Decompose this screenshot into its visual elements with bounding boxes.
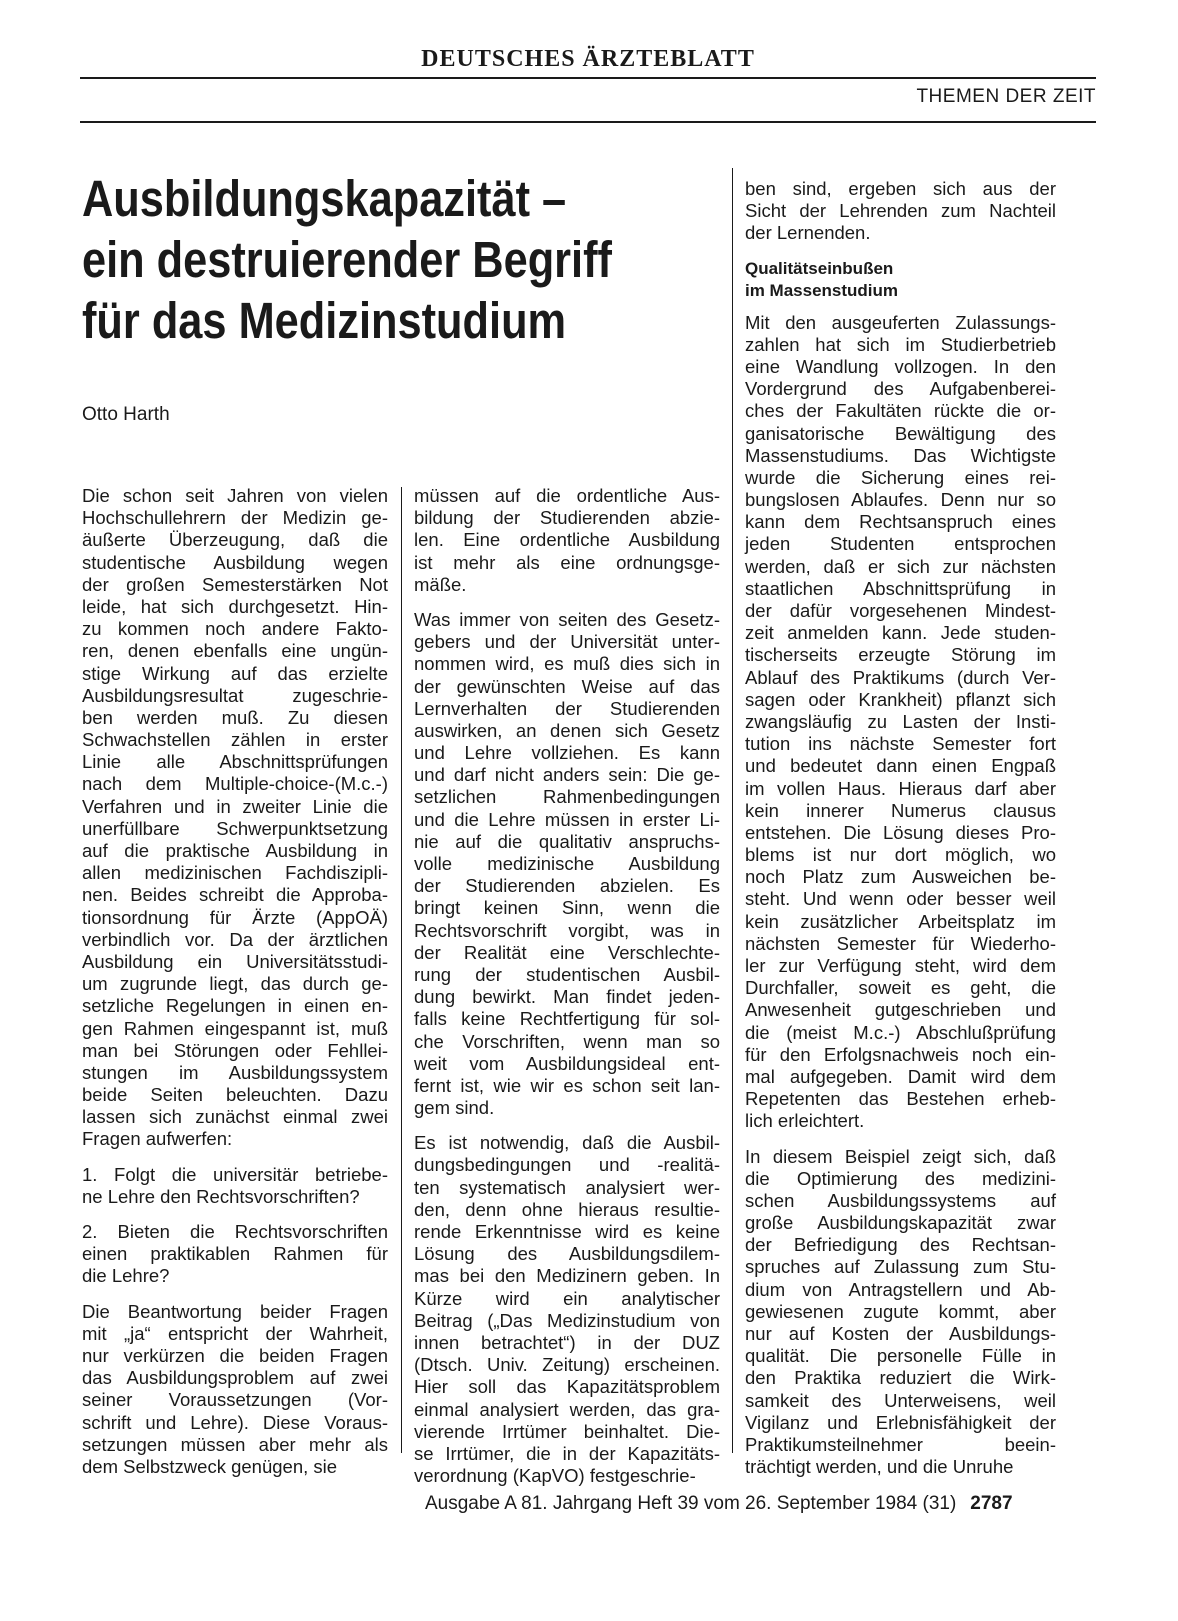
text-line: dium von Antragstellern und Ab- bbox=[745, 1278, 1056, 1300]
text-line: Sicht der Lehrenden zum Nachteil bbox=[745, 200, 1056, 222]
text-line: und bedeutet dann einen Engpaß bbox=[745, 755, 1056, 777]
paragraph bbox=[414, 609, 720, 1119]
text-line: Durchfaller, soweit es geht, die bbox=[745, 977, 1056, 999]
text-line: einen praktikablen Rahmen für bbox=[82, 1243, 388, 1265]
text-line: und darf nicht anders sein: Die ge- bbox=[414, 764, 720, 786]
text-line: Rechtsvorschrift vorgibt, was in bbox=[414, 919, 720, 941]
text-line: rende Erkenntnisse wird es keine bbox=[414, 1221, 720, 1242]
text-line: die Lehre? bbox=[82, 1265, 170, 1287]
text-line: ren, denen ebenfalls eine ungün- bbox=[82, 640, 388, 662]
text-line: rung der studentischen Ausbil- bbox=[414, 963, 720, 985]
paragraph bbox=[82, 485, 388, 1151]
text-line: steht. Und wenn oder besser weil bbox=[745, 888, 1056, 910]
text-line: der Lernenden. bbox=[745, 222, 871, 244]
text-line: volle medizinische Ausbildung bbox=[414, 853, 720, 874]
text-line: das Ausbildungsproblem auf zwei bbox=[82, 1367, 388, 1389]
text-line: allen medizinischen Fachdiszipli- bbox=[82, 862, 388, 884]
text-column-3 bbox=[745, 178, 1056, 1491]
text-line: beide Seiten beleuchten. Dazu bbox=[82, 1084, 388, 1106]
text-line: werden, daß er sich zur nächsten bbox=[745, 555, 1056, 577]
text-line: stige Wirkung auf das erzielte bbox=[82, 662, 388, 684]
text-line: man bei Störungen oder Fehllei- bbox=[82, 1039, 388, 1061]
text-line: Lernverhalten der Studierenden bbox=[414, 697, 720, 719]
text-line: ben sind, ergeben sich aus der bbox=[745, 178, 1056, 199]
text-line: spruches auf Zulassung zum Stu- bbox=[745, 1256, 1056, 1278]
text-line: mäße. bbox=[414, 573, 467, 595]
subheading bbox=[745, 258, 1056, 302]
text-line: Fragen aufwerfen: bbox=[82, 1128, 233, 1150]
title-line: Ausbildungskapazität – bbox=[82, 170, 567, 227]
text-line: Was immer von seiten des Gesetz- bbox=[414, 608, 720, 630]
text-line: die Optimierung des medizini- bbox=[745, 1167, 1056, 1189]
text-line: Hochschullehrern der Medizin ge- bbox=[82, 507, 388, 529]
text-line: zu kommen noch andere Fakto- bbox=[82, 618, 388, 640]
text-line: Repetenten das Bestehen erheb- bbox=[745, 1088, 1056, 1110]
text-line: ben werden muß. Zu diesen bbox=[82, 706, 388, 728]
text-line: trächtigt werden, und die Unruhe bbox=[745, 1456, 1014, 1478]
text-line: Schwachstellen zählen in erster bbox=[82, 729, 388, 751]
section-label: THEMEN DER ZEIT bbox=[916, 86, 1096, 107]
text-line: Praktikumsteilnehmer beein- bbox=[745, 1433, 1056, 1455]
text-line: der gewünschten Weise auf das bbox=[414, 675, 720, 697]
masthead-rule bbox=[80, 77, 1096, 79]
text-line: der großen Semesterstärken Not bbox=[82, 573, 388, 595]
text-line: Die Beantwortung beider Fragen bbox=[82, 1300, 388, 1322]
paragraph bbox=[82, 1301, 388, 1479]
text-line: Massenstudiums. Das Wichtigste bbox=[745, 444, 1056, 466]
text-line: im vollen Haus. Hieraus darf aber bbox=[745, 777, 1056, 799]
text-line: ganisatorische Bewältigung des bbox=[745, 422, 1056, 444]
text-line: In diesem Beispiel zeigt sich, daß bbox=[745, 1145, 1056, 1167]
text-line: staatlichen Abschnittsprüfung in bbox=[745, 577, 1056, 599]
text-line: weit vom Ausbildungsideal ent- bbox=[414, 1052, 720, 1074]
text-line: kein innerer Numerus clausus bbox=[745, 799, 1056, 821]
text-line: Hier soll das Kapazitätsproblem bbox=[414, 1376, 720, 1398]
page-footer bbox=[425, 1492, 1013, 1516]
text-line: schen Ausbildungssystems auf bbox=[745, 1189, 1056, 1211]
text-line: setzungen müssen aber mehr als bbox=[82, 1433, 388, 1455]
text-line: dungsbedingungen und -realitä- bbox=[414, 1154, 720, 1176]
text-line: äußerte Überzeugung, daß die bbox=[82, 529, 388, 551]
text-line: dung bewirkt. Man findet jeden- bbox=[414, 986, 720, 1008]
text-line: Vordergrund des Aufgabenberei- bbox=[745, 378, 1056, 400]
paragraph bbox=[745, 312, 1056, 1133]
text-line: 1. Folgt die universitär betriebe- bbox=[82, 1163, 388, 1185]
text-line: und Lehre vollziehen. Es kann bbox=[414, 742, 720, 764]
text-line: ten systematisch analysiert wer- bbox=[414, 1176, 720, 1198]
text-line: zahlen hat sich im Studierbetrieb bbox=[745, 333, 1056, 355]
text-line: stungen im Ausbildungssystem bbox=[82, 1061, 388, 1083]
text-line: setzliche Regelungen in einen en- bbox=[82, 995, 388, 1017]
text-line: Ablauf des Praktikums (durch Ver- bbox=[745, 666, 1056, 688]
text-line: der Befriedigung des Rechtsan- bbox=[745, 1234, 1056, 1256]
text-line: samkeit des Unterweisens, weil bbox=[745, 1389, 1056, 1411]
text-line: kann dem Rechtsanspruch eines bbox=[745, 511, 1056, 533]
text-line: müssen auf die ordentliche Aus- bbox=[414, 485, 720, 506]
subheading-line: Qualitätseinbußen bbox=[745, 258, 894, 278]
text-line: seiner Voraussetzungen (Vor- bbox=[82, 1389, 388, 1411]
text-column-2 bbox=[414, 485, 720, 1500]
text-line: nur auf Kosten der Ausbildungs- bbox=[745, 1323, 1056, 1344]
text-line: bringt keinen Sinn, wenn die bbox=[414, 897, 720, 919]
text-line: se Irrtümer, die in der Kapazitäts- bbox=[414, 1442, 720, 1464]
text-line: auf die praktische Ausbildung in bbox=[82, 840, 388, 861]
text-line: und die Lehre müssen in erster Li- bbox=[414, 808, 720, 830]
text-line: ler zur Verfügung steht, wird dem bbox=[745, 955, 1056, 976]
text-line: studentische Ausbildung wegen bbox=[82, 551, 388, 573]
column-3-body bbox=[745, 312, 1056, 1479]
text-line: einmal analysiert werden, das gra- bbox=[414, 1398, 720, 1420]
text-line: Ausbildung ein Universitätsstudi- bbox=[82, 950, 388, 972]
text-line: Die schon seit Jahren von vielen bbox=[82, 485, 388, 506]
text-line: mit „ja“ entspricht der Wahrheit, bbox=[82, 1322, 388, 1344]
paragraph bbox=[745, 178, 1056, 245]
column-divider bbox=[732, 168, 733, 1453]
text-line: um zugrunde liegt, das durch ge- bbox=[82, 973, 388, 995]
masthead: DEUTSCHES ÄRZTEBLATT bbox=[421, 46, 755, 72]
text-line: vierende Irrtümer beinhaltet. Die- bbox=[414, 1420, 720, 1442]
text-line: gewiesenen zugute kommt, aber bbox=[745, 1300, 1056, 1322]
text-line: lassen sich zunächst einmal zwei bbox=[82, 1106, 388, 1128]
text-line: auswirken, an denen sich Gesetz bbox=[414, 719, 720, 741]
text-line: zeit anmelden kann. Jede studen- bbox=[745, 622, 1056, 644]
text-line: der Studierenden abzielen. Es bbox=[414, 875, 720, 897]
text-line: nur verkürzen die beiden Fragen bbox=[82, 1344, 388, 1366]
text-line: blems ist nur dort möglich, wo bbox=[745, 844, 1056, 866]
text-line: eine Wandlung vollzogen. In den bbox=[745, 355, 1056, 377]
text-line: qualität. Die personelle Fülle in bbox=[745, 1345, 1056, 1367]
text-column-1 bbox=[82, 485, 388, 1491]
title-line: ein destruierender Begriff bbox=[82, 231, 612, 288]
text-line: nie auf die qualitativ anspruchs- bbox=[414, 830, 720, 852]
column-divider bbox=[401, 487, 402, 1453]
text-line: Vigilanz und Erlebnisfähigkeit der bbox=[745, 1411, 1056, 1433]
text-line: tischerseits erzeugte Störung im bbox=[745, 644, 1056, 666]
text-line: noch Platz zum Ausweichen be- bbox=[745, 866, 1056, 888]
text-line: lich erleichtert. bbox=[745, 1110, 865, 1132]
text-line: leide, hat sich durchgesetzt. Hin- bbox=[82, 595, 388, 617]
text-line: Verfahren und in zweiter Linie die bbox=[82, 795, 388, 817]
text-line: wurde die Sicherung eines rei- bbox=[745, 466, 1056, 488]
text-line: jeden Studenten entsprochen bbox=[745, 533, 1056, 555]
text-line: gebers und der Universität unter- bbox=[414, 631, 720, 653]
text-line: der dafür vorgesehenen Mindest- bbox=[745, 600, 1056, 621]
text-line: innen betrachtet“) in der DUZ bbox=[414, 1331, 720, 1353]
text-line: tution ins nächste Semester fort bbox=[745, 733, 1056, 755]
text-line: gem sind. bbox=[414, 1097, 495, 1119]
text-line: Ausbildungsresultat zugeschrie- bbox=[82, 684, 388, 706]
author: Otto Harth bbox=[82, 404, 170, 425]
text-line: ist mehr als eine ordnungsge- bbox=[414, 551, 720, 573]
text-line: Beitrag („Das Medizinstudium von bbox=[414, 1309, 720, 1331]
paragraph bbox=[414, 1132, 720, 1487]
text-line: verordnung (KapVO) festgeschrie- bbox=[414, 1465, 696, 1487]
issue-info: Ausgabe A 81. Jahrgang Heft 39 vom 26. September 1984 (31) bbox=[425, 1493, 957, 1514]
text-line: che Vorschriften, wenn man so bbox=[414, 1030, 720, 1052]
text-line: len. Eine ordentliche Ausbildung bbox=[414, 529, 720, 551]
text-line: Lösung des Ausbildungsdilem- bbox=[414, 1243, 720, 1265]
article-title bbox=[82, 168, 626, 351]
text-line: die (meist M.c.-) Abschlußprüfung bbox=[745, 1021, 1056, 1043]
subheading-line: im Massenstudium bbox=[745, 280, 899, 300]
text-line: für den Erfolgsnachweis noch ein- bbox=[745, 1043, 1056, 1065]
page-number: 2787 bbox=[970, 1493, 1013, 1514]
text-line: fernt ist, wie wir es schon seit lan- bbox=[414, 1074, 720, 1096]
text-line: unerfüllbare Schwerpunktsetzung bbox=[82, 817, 388, 839]
text-line: Kürze wird ein analytischer bbox=[414, 1287, 720, 1309]
text-line: den Praktika reduziert die Wirk- bbox=[745, 1367, 1056, 1389]
paragraph bbox=[82, 1221, 388, 1288]
text-line: sagen oder Krankheit) pflanzt sich bbox=[745, 688, 1056, 710]
text-line: dem Selbstzweck genügen, sie bbox=[82, 1455, 338, 1477]
text-line: verbindlich vor. Da der ärztlichen bbox=[82, 928, 388, 950]
paragraph bbox=[82, 1164, 388, 1208]
text-line: ne Lehre den Rechtsvorschriften? bbox=[82, 1185, 360, 1207]
paragraph bbox=[745, 1146, 1056, 1479]
text-line: nommen wird, es muß dies sich in bbox=[414, 653, 720, 675]
text-line: der Realität eine Verschlechte- bbox=[414, 941, 720, 963]
text-line: gen Rahmen eingespannt ist, muß bbox=[82, 1017, 388, 1039]
text-line: nen. Beides schreibt die Approba- bbox=[82, 884, 388, 906]
text-line: setzlichen Rahmenbedingungen bbox=[414, 786, 720, 808]
text-line: Anwesenheit gutgeschrieben und bbox=[745, 999, 1056, 1021]
text-line: zwangsläufig zu Lasten der Insti- bbox=[745, 710, 1056, 732]
text-line: Es ist notwendig, daß die Ausbil- bbox=[414, 1132, 720, 1154]
text-line: bildung der Studierenden abzie- bbox=[414, 507, 720, 529]
text-line: 2. Bieten die Rechtsvorschriften bbox=[82, 1221, 388, 1242]
text-line: (Dtsch. Univ. Zeitung) erscheinen. bbox=[414, 1354, 720, 1376]
text-line: den, denn ohne hieraus resultie- bbox=[414, 1198, 720, 1220]
text-line: nächsten Semester für Wiederho- bbox=[745, 932, 1056, 954]
text-line: entstehen. Die Lösung dieses Pro- bbox=[745, 821, 1056, 843]
text-line: mal aufgegeben. Damit wird dem bbox=[745, 1065, 1056, 1087]
text-line: tionsordnung für Ärzte (AppOÄ) bbox=[82, 906, 388, 928]
text-line: nach dem Multiple-choice-(M.c.-) bbox=[82, 773, 388, 795]
section-rule bbox=[80, 121, 1096, 123]
text-line: Mit den ausgeuferten Zulassungs- bbox=[745, 311, 1056, 333]
text-line: mas bei den Medizinern geben. In bbox=[414, 1265, 720, 1287]
text-line: ches der Fakultäten rückte die or- bbox=[745, 400, 1056, 422]
text-line: große Ausbildungskapazität zwar bbox=[745, 1212, 1056, 1234]
text-line: bungslosen Ablaufes. Denn nur so bbox=[745, 489, 1056, 511]
text-line: Linie alle Abschnittsprüfungen bbox=[82, 751, 388, 773]
paragraph bbox=[414, 485, 720, 596]
title-line: für das Medizinstudium bbox=[82, 292, 567, 349]
text-line: kein zusätzlicher Arbeitsplatz im bbox=[745, 910, 1056, 932]
text-line: falls keine Rechtfertigung für sol- bbox=[414, 1008, 720, 1030]
text-line: schrift und Lehre). Diese Voraus- bbox=[82, 1411, 388, 1433]
